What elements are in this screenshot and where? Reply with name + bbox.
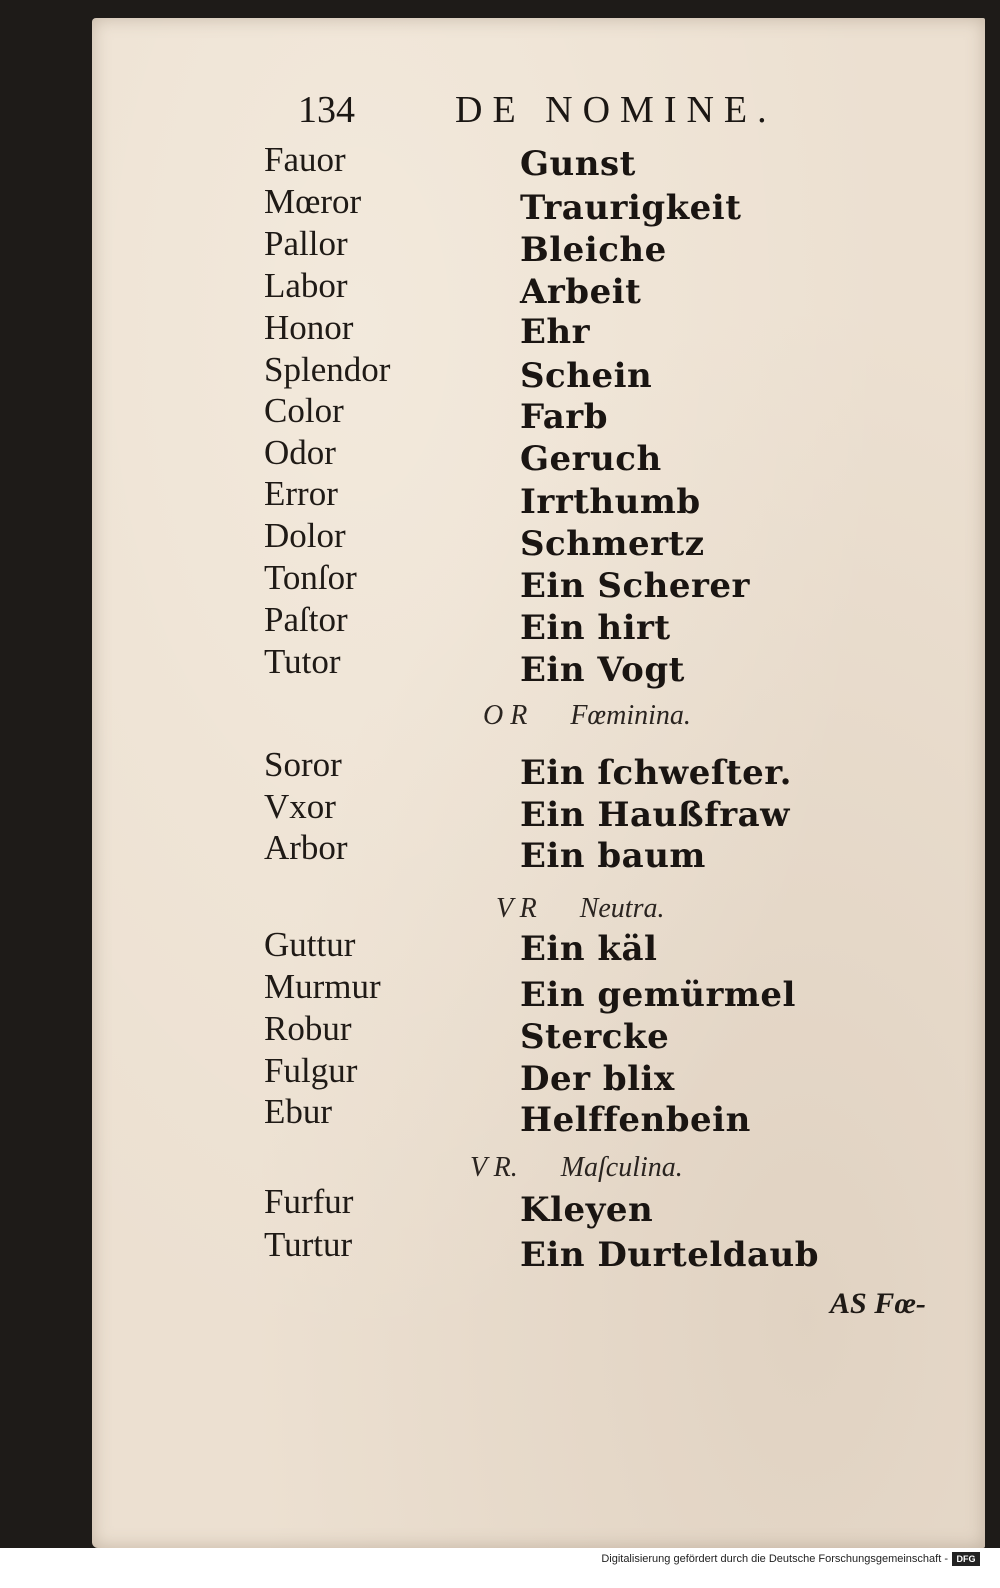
german-word: Ein gemürmel xyxy=(520,975,796,1015)
latin-word: Fauor xyxy=(264,140,346,179)
german-word: Farb xyxy=(520,397,608,437)
latin-word: Guttur xyxy=(264,925,356,964)
latin-word: Error xyxy=(264,474,338,513)
german-word: Kleyen xyxy=(520,1190,654,1230)
latin-word: Odor xyxy=(264,433,336,472)
latin-word: Turtur xyxy=(264,1225,353,1264)
section-heading xyxy=(483,700,691,732)
catchword: AS Fœ- xyxy=(830,1287,926,1320)
list-item xyxy=(0,1051,1000,1099)
german-word: Irrthumb xyxy=(520,482,701,522)
latin-word: Arbor xyxy=(264,828,348,867)
latin-word: Furfur xyxy=(264,1182,354,1221)
section-suffix: V R xyxy=(496,893,537,924)
section-suffix: V R. xyxy=(470,1152,518,1183)
german-word: Geruch xyxy=(520,439,662,479)
list-item xyxy=(0,1009,1000,1057)
german-word: Ein hirt xyxy=(520,608,671,648)
german-word: Schein xyxy=(520,356,653,396)
list-item xyxy=(0,967,1000,1015)
german-word: Traurigkeit xyxy=(520,188,742,228)
german-word: Ein ſchweſter. xyxy=(520,753,792,793)
list-item xyxy=(0,140,1000,184)
german-word: Schmertz xyxy=(520,524,705,564)
dfg-logo: DFG xyxy=(952,1552,980,1566)
list-item xyxy=(0,1182,1000,1230)
latin-word: Paſtor xyxy=(264,600,348,639)
section-suffix: O R xyxy=(483,700,528,731)
german-word: Ein Vogt xyxy=(520,650,685,690)
latin-word: Pallor xyxy=(264,224,348,263)
latin-word: Soror xyxy=(264,745,342,784)
german-word: Ein käl xyxy=(520,929,658,969)
latin-word: Ebur xyxy=(264,1092,333,1131)
german-word: Der blix xyxy=(520,1059,675,1099)
section-heading xyxy=(470,1152,683,1184)
list-item xyxy=(0,308,1000,352)
german-word: Ein baum xyxy=(520,836,706,876)
latin-word: Mœror xyxy=(264,182,362,221)
list-item xyxy=(0,391,1000,435)
latin-word: Honor xyxy=(264,308,354,347)
latin-word: Tutor xyxy=(264,642,341,681)
german-word: Gunst xyxy=(520,144,636,184)
german-word: Stercke xyxy=(520,1017,670,1057)
latin-word: Fulgur xyxy=(264,1051,358,1090)
latin-word: Dolor xyxy=(264,516,346,555)
list-item xyxy=(0,474,1000,522)
page-title: DE NOMINE. xyxy=(455,89,777,131)
list-item xyxy=(0,350,1000,394)
german-word: Ein Haußfraw xyxy=(520,795,790,835)
list-item xyxy=(0,182,1000,226)
list-item xyxy=(0,1092,1000,1140)
latin-word: Labor xyxy=(264,266,348,305)
list-item xyxy=(0,925,1000,969)
list-item xyxy=(0,642,1000,690)
latin-word: Splendor xyxy=(264,350,391,389)
list-item xyxy=(0,745,1000,793)
german-word: Helffenbein xyxy=(520,1100,751,1140)
latin-word: Color xyxy=(264,391,344,430)
latin-word: Robur xyxy=(264,1009,352,1048)
latin-word: Vxor xyxy=(264,787,336,826)
list-item xyxy=(0,224,1000,268)
list-item xyxy=(0,433,1000,477)
german-word: Bleiche xyxy=(520,230,667,270)
list-item xyxy=(0,600,1000,648)
list-item xyxy=(0,828,1000,876)
section-gender: Neutra. xyxy=(579,893,665,924)
german-word: Ein Durteldaub xyxy=(520,1235,820,1275)
list-item xyxy=(0,1225,1000,1275)
page-number: 134 xyxy=(298,89,355,131)
latin-word: Tonſor xyxy=(264,558,357,597)
latin-word: Murmur xyxy=(264,967,381,1006)
footer-text: Digitalisierung gefördert durch die Deutsche Forschungsgemeinschaft - xyxy=(601,1553,948,1565)
list-item xyxy=(0,787,1000,835)
german-word: Arbeit xyxy=(520,272,642,312)
german-word: Ehr xyxy=(520,312,591,352)
list-item xyxy=(0,558,1000,606)
section-heading xyxy=(496,893,664,925)
section-gender: Maſculina. xyxy=(560,1152,683,1183)
section-gender: Fœminina. xyxy=(570,700,691,731)
list-item xyxy=(0,516,1000,564)
german-word: Ein Scherer xyxy=(520,566,750,606)
list-item xyxy=(0,266,1000,310)
